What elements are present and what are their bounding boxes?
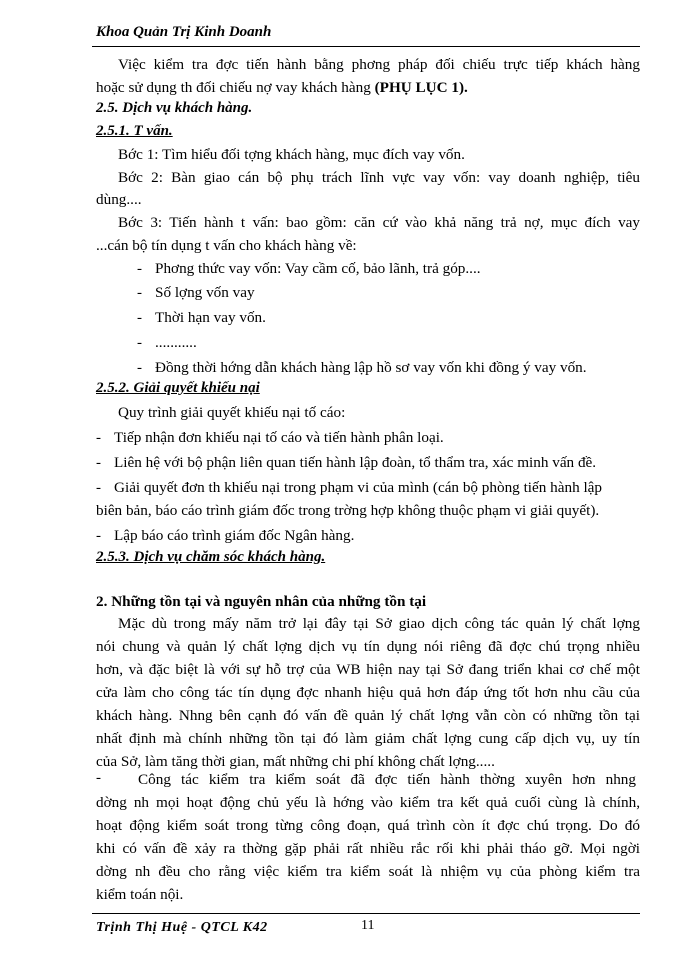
advice-bullet (137, 358, 587, 378)
step-3-line-1: Bớc 3: Tiến hành t vấn: bao gồm: căn cứ vào khả năng trả nợ, mục đích vay (118, 214, 640, 231)
advice-bullet (137, 283, 255, 303)
complaint-step-text: Liên hệ với bộ phận liên quan tiến hành lập đoàn, tổ thẩm tra, xác minh vấn đề. (114, 454, 597, 471)
section-2-5-2-heading (96, 380, 260, 397)
advice-bullet-text: Thời hạn vay vốn. (155, 309, 266, 326)
complaint-step (96, 478, 602, 498)
paragraph-2-dash (96, 768, 114, 788)
paragraph-1-line: khách hàng. Nhng bên cạnh đó vấn đề quản lý chất lợng vẫn còn có những tồn tại (96, 707, 640, 724)
section-2-5-heading: 2.5. Dịch vụ khách hàng. (96, 100, 253, 116)
dash-icon: - (96, 528, 101, 544)
complaint-step-text: Giải quyết đơn th khiếu nại trong phạm vi của mình (cán bộ phòng tiến hành lập (114, 479, 603, 496)
section-2-heading: 2. Những tồn tại và nguyên nhân của những tồn tại (96, 593, 427, 610)
section-2-5-1-heading (96, 123, 173, 140)
advice-bullet (137, 308, 266, 328)
complaint-step-text: Tiếp nhận đơn khiếu nại tố cáo và tiến hành phân loại. (114, 429, 444, 446)
advice-bullet-text: Đồng thời hớng dẫn khách hàng lập hồ sơ vay vốn khi đồng ý vay vốn. (155, 359, 587, 376)
dash-icon: - (96, 455, 101, 471)
advice-bullet-text: Phơng thức vay vốn: Vay cầm cố, bảo lãnh, trả góp.... (155, 260, 481, 277)
footer-author: Trịnh Thị Huệ - QTCL K42 (96, 920, 268, 935)
dash-icon: - (96, 480, 101, 496)
paragraph-2-line: kiểm toán nội. (96, 886, 184, 903)
intro-line-2-text: hoặc sử dụng th đối chiếu nợ vay khách hàng (96, 79, 375, 96)
dash-icon: - (137, 335, 142, 351)
paragraph-2-line: hoạt động kiểm soát trong từng công đoạn, quá trình còn ít đợc chú trọng. Do đó (96, 817, 640, 834)
complaint-step (96, 428, 444, 448)
dash-icon: - (96, 430, 101, 446)
complaint-intro: Quy trình giải quyết khiếu nại tố cáo: (118, 404, 346, 421)
step-2-line-2: dùng.... (96, 191, 142, 208)
advice-bullet (137, 333, 197, 353)
complaint-step (96, 526, 354, 546)
paragraph-1-line: của Sở, làm tăng thời gian, mất những chi phí không chất lợng..... (96, 753, 495, 770)
paragraph-2-line: dờng nh đều cho rằng việc kiểm tra kiểm soát là nhiệm vụ của phòng kiểm tra (96, 863, 640, 880)
header-rule (92, 46, 640, 47)
paragraph-1-line: Mặc dù trong mấy năm trở lại đây tại Sở giao dịch công tác quản lý chất lợng (118, 615, 640, 632)
complaint-step-text: Lập báo cáo trình giám đốc Ngân hàng. (114, 527, 355, 544)
intro-line-2 (96, 78, 468, 98)
page-header-title: Khoa Quản Trị Kinh Doanh (96, 24, 272, 40)
paragraph-1-line: hơn, và đặc biệt là với sự hỗ trợ của WB hiện nay tại Sở đang triển khai cơ chế một (96, 661, 640, 678)
complaint-step (96, 453, 596, 473)
step-1: Bớc 1: Tìm hiểu đối tợng khách hàng, mục đích vay vốn. (118, 146, 465, 163)
advice-bullet-text: Số lợng vốn vay (155, 284, 255, 301)
paragraph-2-line: khi có vấn đề xảy ra thờng gặp phải rất nhiều rắc rối khi phải tháo gỡ. Mọi ngời (96, 840, 640, 857)
section-2-5-3-heading (96, 549, 325, 566)
dash-icon: - (137, 310, 142, 326)
dash-icon: - (96, 770, 101, 786)
paragraph-1-line: nói chung và quản lý chất lợng dịch vụ tín dụng nói riêng đã đợc chú trọng nhiều (96, 638, 640, 655)
advice-bullet (137, 259, 481, 279)
page-number: 11 (361, 918, 375, 933)
section-2-5-1-text: 2.5.1. T vấn. (96, 123, 173, 139)
paragraph-2-line: dờng nh mọi hoạt động chủ yếu là hớng vào kiểm tra kết quả cuối cùng là chính, (96, 794, 640, 811)
step-2-line-1: Bớc 2: Bàn giao cán bộ phụ trách lĩnh vực vay vốn: vay doanh nghiệp, tiêu (118, 169, 640, 186)
paragraph-2-line: Công tác kiểm tra kiểm soát đã đợc tiến hành thờng xuyên hơn nhng (138, 771, 636, 788)
advice-bullet-text: ........... (155, 334, 197, 351)
footer-rule (92, 913, 640, 914)
appendix-ref: (PHỤ LỤC 1). (374, 79, 468, 96)
intro-line-1: Việc kiểm tra đợc tiến hành bằng phơng pháp đối chiếu trực tiếp khách hàng (118, 56, 640, 73)
paragraph-1-line: cửa làm cho công tác tín dụng đợc nhanh hiệu quả hơn đáp ứng tốt hơn nhu cầu của (96, 684, 640, 701)
complaint-step-continued: biên bản, báo cáo trình giám đốc trong trờng hợp không thuộc phạm vi giải quyết). (96, 502, 600, 519)
dash-icon: - (137, 285, 142, 301)
dash-icon: - (137, 261, 142, 277)
section-2-5-3-text: 2.5.3. Dịch vụ chăm sóc khách hàng. (96, 549, 326, 565)
paragraph-1-line: nhất định mà chính những tồn tại đó làm giảm chất lợng cung cấp dịch vụ, uy tín (96, 730, 640, 747)
section-2-5-2-text: 2.5.2. Giải quyết khiếu nại (96, 380, 260, 396)
dash-icon: - (137, 360, 142, 376)
step-3-line-2: ...cán bộ tín dụng t vấn cho khách hàng về: (96, 237, 357, 254)
